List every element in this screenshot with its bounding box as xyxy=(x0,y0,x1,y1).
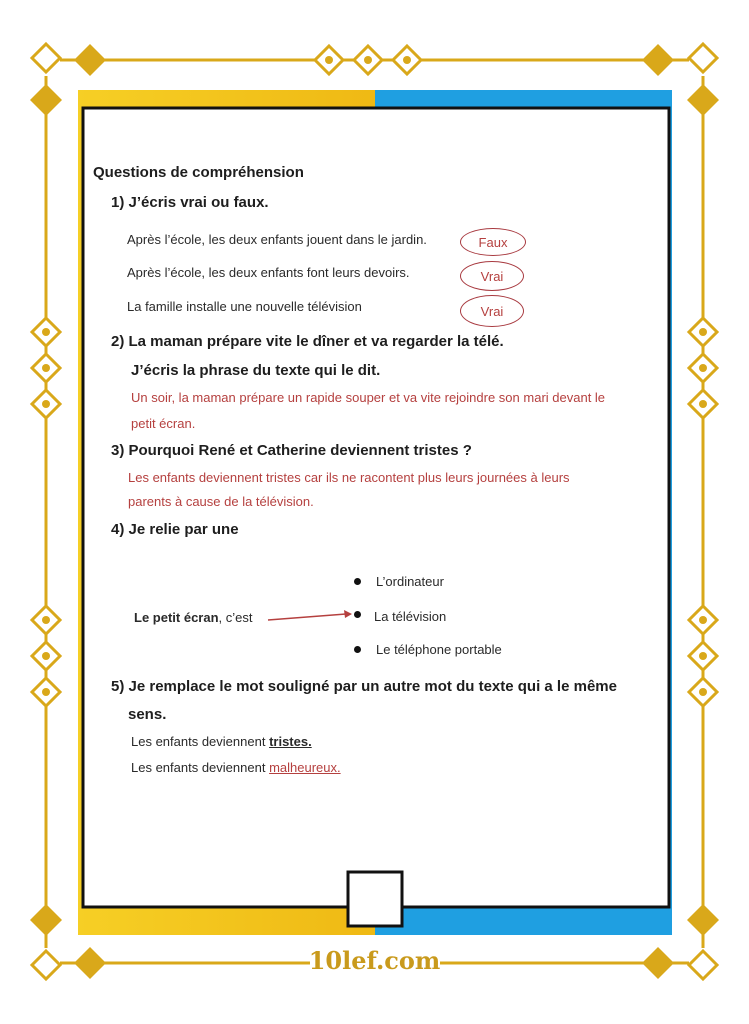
q5-sentence-2 xyxy=(131,760,341,775)
q5-sentence-1 xyxy=(131,734,312,749)
answer-2-line2: petit écran. xyxy=(131,416,196,431)
bullet-dot xyxy=(354,578,361,585)
option-1: L’ordinateur xyxy=(376,574,444,589)
section-heading: Questions de compréhension xyxy=(93,164,304,181)
question-5-title-line1: 5) Je remplace le mot souligné par un autre mot du texte qui a le même xyxy=(111,678,617,695)
bullet-dot xyxy=(354,646,361,653)
answer-3-line1: Les enfants deviennent tristes car ils ne racontent plus leurs journées à leurs xyxy=(128,470,570,485)
site-watermark: 10lef.com xyxy=(308,946,441,975)
relie-left-term xyxy=(134,610,253,625)
question-4-title: 4) Je relie par une xyxy=(111,521,239,538)
question-3-title: 3) Pourquoi René et Catherine deviennent tristes ? xyxy=(111,442,472,459)
replacement-word: malheureux. xyxy=(269,760,341,775)
question-2-subtitle: J’écris la phrase du texte qui le dit. xyxy=(131,362,381,379)
q5-sentence-1-prefix: Les enfants deviennent xyxy=(131,734,270,749)
statement-1: Après l’école, les deux enfants jouent dans le jardin. xyxy=(127,232,427,247)
answer-2-line1: Un soir, la maman prépare un rapide souper et va vite rejoindre son mari devant le xyxy=(131,390,606,405)
answer-oval-2: Vrai xyxy=(460,261,524,291)
question-1-title: 1) J’écris vrai ou faux. xyxy=(111,194,269,211)
question-5-title-line2: sens. xyxy=(128,706,167,723)
question-2-title: 2) La maman prépare vite le dîner et va regarder la télé. xyxy=(111,333,504,350)
bullet-dot xyxy=(354,611,361,618)
answer-oval-1: Faux xyxy=(460,228,526,256)
relie-left-bold: Le petit écran xyxy=(134,610,219,625)
statement-2: Après l’école, les deux enfants font leurs devoirs. xyxy=(127,265,410,280)
relie-left-rest: , c’est xyxy=(218,610,253,625)
statement-3: La famille installe une nouvelle télévision xyxy=(127,299,362,314)
underlined-word: tristes. xyxy=(269,734,312,749)
option-3: Le téléphone portable xyxy=(376,642,502,657)
answer-oval-3: Vrai xyxy=(460,295,524,327)
q5-sentence-2-prefix: Les enfants deviennent xyxy=(131,760,270,775)
option-2: La télévision xyxy=(374,609,447,624)
answer-3-line2: parents à cause de la télévision. xyxy=(128,494,314,509)
